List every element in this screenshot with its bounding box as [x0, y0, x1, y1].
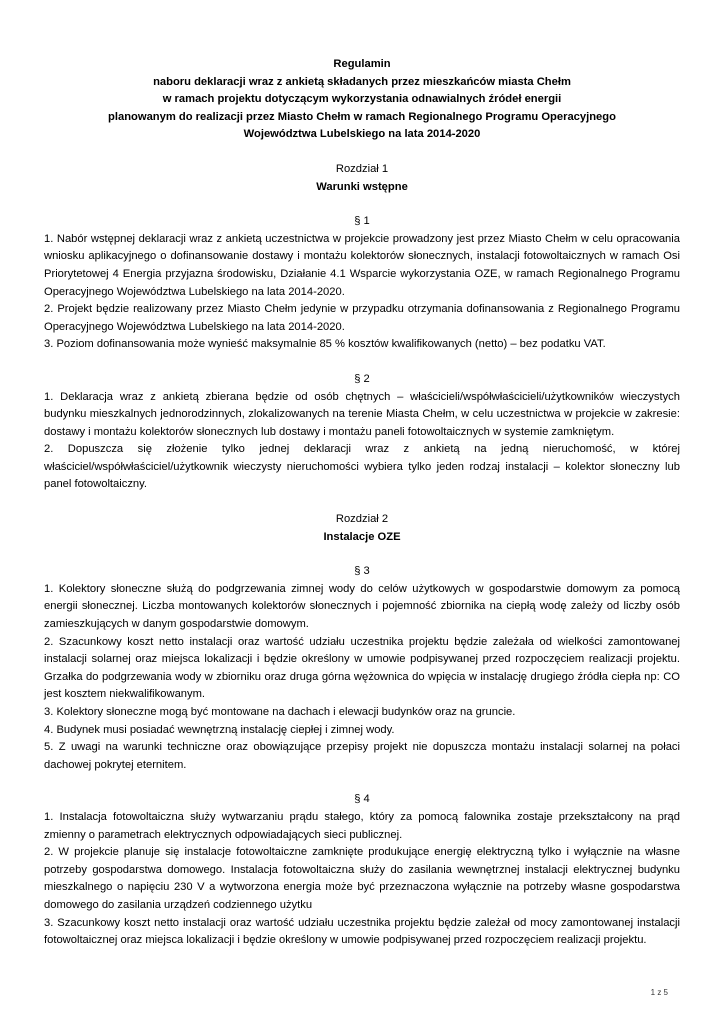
chapter-name: Instalacje OZE	[323, 530, 401, 543]
paragraph: 3. Kolektory słoneczne mogą być montowane na dachach i elewacji budynków oraz na gruncie.	[44, 706, 516, 718]
paragraph: 2. Projekt będzie realizowany przez Miasto Chełm jedynie w przypadku otrzymania dofinansowania z Regionalnego Programu Operacyjnego Województwa Lubelskiego na lata 2014-2020.	[44, 303, 680, 333]
section-mark: § 2	[354, 372, 370, 385]
title-line: planowanym do realizacji przez Miasto Chełm w ramach Regionalnego Programu Operacyjnego	[108, 110, 616, 123]
section-mark: § 1	[354, 215, 370, 228]
title-line: Regulamin	[333, 58, 391, 70]
title-line: w ramach projektu dotyczącym wykorzystania odnawialnych źródeł energii	[162, 93, 562, 106]
document-body	[44, 56, 680, 950]
paragraph: 5. Z uwagi na warunki techniczne oraz obowiązujące przepisy projekt nie dopuszcza montażu instalacji solarnej na połaci dachowej pokrytej eternitem.	[44, 741, 680, 771]
page-number: 1 z 5	[650, 988, 668, 997]
section-mark: § 4	[354, 793, 370, 806]
chapter-name: Warunki wstępne	[316, 180, 408, 193]
paragraph: 2. Dopuszcza się złożenie tylko jednej deklaracji wraz z ankietą na jedną nieruchomość, w której właściciel/współwłaściciel/użytkownik wieczysty nieruchomości wybiera tylko jeden rodzaj instalacji – kolektor słoneczny lub panel fotowoltaiczny.	[44, 443, 680, 491]
paragraph: 1. Instalacja fotowoltaiczna służy wytwarzaniu prądu stałego, który za pomocą falownika zostaje przekształcony na prąd zmienny o parametrach elektrycznych odpowiadających sieci publicznej.	[44, 810, 680, 841]
paragraph: 3. Poziom dofinansowania może wynieść maksymalnie 85 % kosztów kwalifikowanych (netto) – bez podatku VAT.	[44, 338, 606, 351]
title-line: Województwa Lubelskiego na lata 2014-2020	[243, 128, 481, 141]
chapter-label: Rozdział 2	[335, 513, 389, 526]
paragraph: 3. Szacunkowy koszt netto instalacji oraz wartość udziału uczestnika projektu będzie zależał od mocy zamontowanej instalacji fotowoltaicznej oraz miejsca lokalizacji i będzie określony w umowie podpisywanej przed rozpoczęciem realizacji projektu.	[44, 916, 680, 947]
section-mark: § 3	[354, 565, 370, 578]
paragraph: 1. Kolektory słoneczne służą do podgrzewania zimnej wody do celów użytkowych w gospodarstwie domowym za pomocą energii słonecznej. Liczba montowanych kolektorów słonecznych i pojemność zbiornika na ciepłą wodę zależy od liczby osób zamieszkujących w danym gospodarstwie domowym.	[44, 582, 680, 631]
paragraph: 4. Budynek musi posiadać wewnętrzną instalację ciepłej i zimnej wody.	[44, 723, 395, 736]
paragraph: 1. Deklaracja wraz z ankietą zbierana będzie od osób chętnych – właścicieli/współwłaścicieli/użytkowników wieczystych budynku mieszkalnych jednorodzinnych, zlokalizowanych na terenie Miasta Chełm, w celu uczestnictwa w projekcie w zakresie: dostawy i montażu kolektorów słonecznych lub dostawy i montażu paneli fotowoltaicznych w systemie zamkniętym.	[44, 390, 680, 438]
document-title	[44, 56, 680, 144]
title-line: naboru deklaracji wraz z ankietą składanych przez mieszkańców miasta Chełm	[153, 75, 571, 88]
paragraph: 2. W projekcie planuje się instalacje fotowoltaiczne zamknięte produkujące energię elektryczną tylko i wyłącznie na własne potrzeby gospodarstwa domowego. Instalacja fotowoltaiczna służy do zasilania wewnętrznej instalacji elektrycznej budynku mieszkalnego o napięciu 230 V a wytworzona energia może być przeznaczona wyłącznie na potrzeby własne gospodarstwa domowego do zasilania urządzeń codziennego użytku	[44, 846, 680, 911]
chapter-label: Rozdział 1	[335, 162, 389, 175]
paragraph: 1. Nabór wstępnej deklaracji wraz z ankietą uczestnictwa w projekcie prowadzony jest przez Miasto Chełm w celu opracowania wniosku aplikacyjnego o dofinansowanie dostawy i montażu kolektorów słonecznych, instalacji fotowoltaicznych w ramach Osi Priorytetowej 4 Energia przyjazna środowisku, Działanie 4.1 Wsparcie wykorzystania OZE, w ramach Regionalnego Programu Operacyjnego Województwa Lubelskiego na lata 2014-2020.	[44, 232, 680, 298]
paragraph: 2. Szacunkowy koszt netto instalacji oraz wartość udziału uczestnika projektu będzie zależała od wielkości zamontowanej instalacji solarnej oraz miejsca lokalizacji i będzie określony w umowie podpisywanej przed rozpoczęciem realizacji projektu. Grzałka do podgrzewania wody w zbiorniku oraz druga górna wężownica do wpięcia w instalację drugiego źródła ciepła np: CO jest kosztem niekwalifikowanym.	[44, 635, 680, 701]
